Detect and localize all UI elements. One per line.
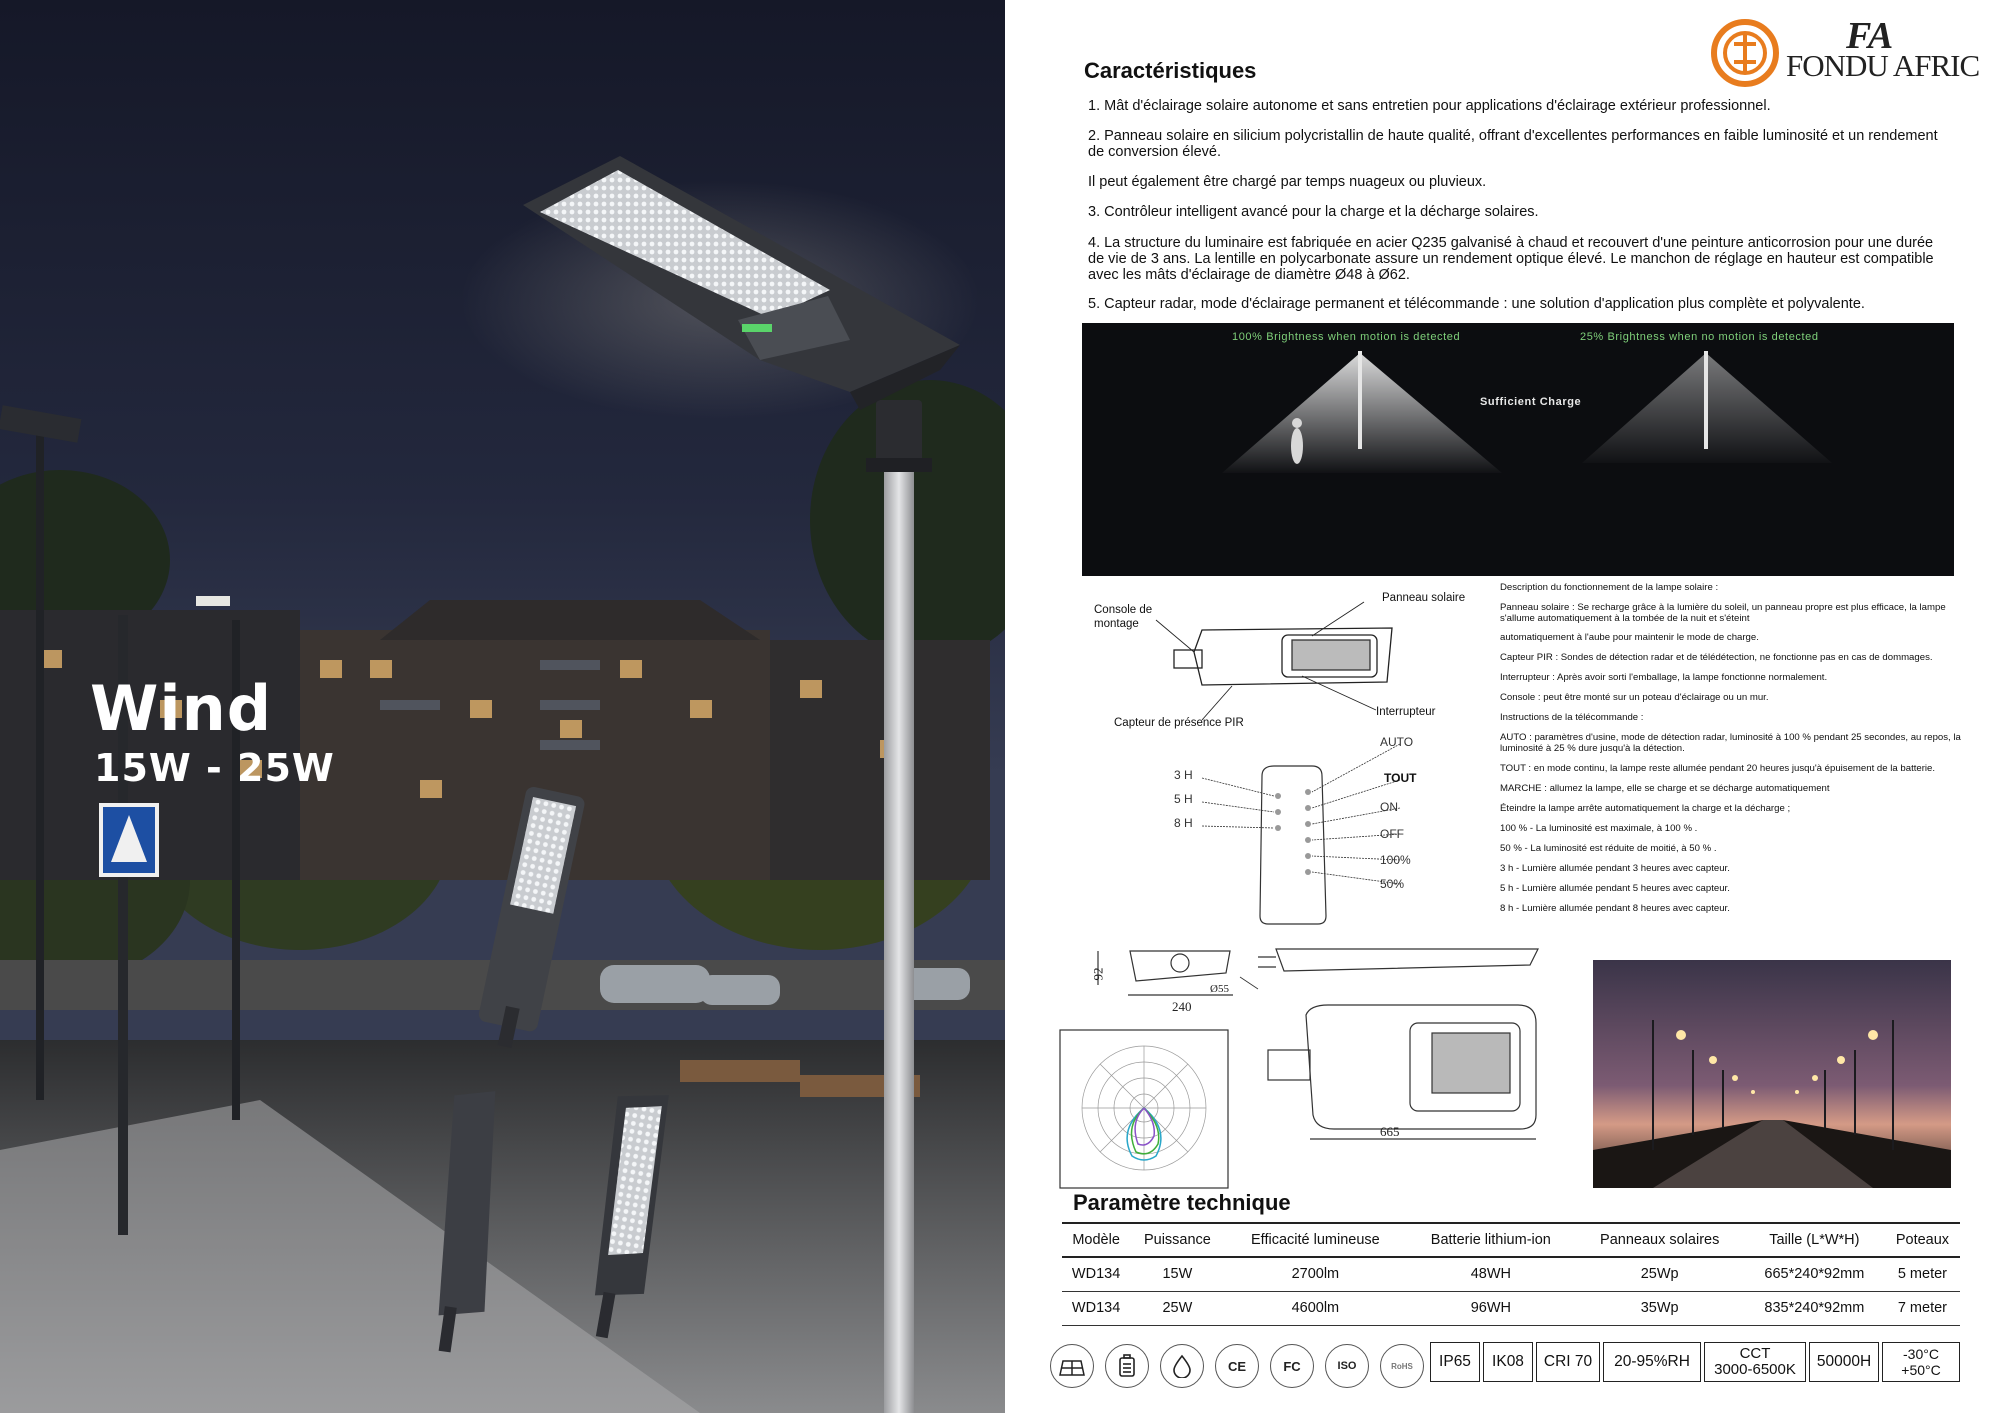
desc-line: 50 % - La luminosité est réduite de moitié, à 50 % .: [1500, 843, 1717, 854]
feature-item: Il peut également être chargé par temps nuageux ou pluvieux.: [1088, 174, 1487, 190]
table-cell: 665*240*92mm: [1744, 1257, 1885, 1291]
banner-caption-no-motion: 25% Brightness when no motion is detected: [1580, 331, 1819, 343]
label-pir: Capteur de présence PIR: [1114, 717, 1244, 729]
application-road-photo: [1593, 960, 1951, 1188]
remote-3h: 3 H: [1174, 768, 1193, 782]
brand-monogram: FA: [1846, 15, 1894, 57]
solar-panel-icon: [1050, 1344, 1094, 1388]
product-title: Wind: [90, 672, 273, 745]
dimension-drawing: [1058, 945, 1558, 1190]
person-icon: [1291, 428, 1303, 464]
ce-mark-icon: CE: [1215, 1344, 1259, 1388]
badge-ik08: IK08: [1483, 1342, 1533, 1382]
col-battery: Batterie lithium-ion: [1406, 1223, 1575, 1257]
motion-sensing-banner: [1082, 323, 1954, 576]
temp-high: +50°C: [1901, 1362, 1941, 1378]
remote-off: OFF: [1380, 827, 1404, 841]
desc-line: Interrupteur : Après avoir sorti l'emballage, la lampe fonctionne normalement.: [1500, 672, 1828, 683]
badge-temperature: [1882, 1342, 1960, 1382]
features-heading: Caractéristiques: [1084, 58, 1257, 83]
col-efficacy: Efficacité lumineuse: [1225, 1223, 1407, 1257]
battery-icon: [1105, 1344, 1149, 1388]
col-model: Modèle: [1062, 1223, 1130, 1257]
remote-100: 100%: [1380, 853, 1411, 867]
desc-line: automatiquement à l'aube pour maintenir le mode de charge.: [1500, 632, 1759, 643]
waterproof-icon: [1160, 1344, 1204, 1388]
desc-line: AUTO : paramètres d'usine, mode de détection radar, luminosité à 100 % pendant 25 secondes, au repos, la luminosité à 25 % dure jusqu'à la détection.: [1500, 732, 1961, 754]
desc-line: Panneau solaire : Se recharge grâce à la lumière du soleil, un panneau propre est plus efficace, la lampe s'allume automatiquement à la tombée de la nuit et s'éteint: [1500, 602, 1946, 624]
banner-caption-charge: Sufficient Charge: [1480, 396, 1582, 408]
dim-length: 665: [1380, 1124, 1400, 1139]
label-console-2: montage: [1094, 618, 1139, 630]
table-cell: WD134: [1062, 1257, 1130, 1291]
spec-table: [1062, 1222, 1960, 1326]
desc-line: 100 % - La luminosité est maximale, à 100 % .: [1500, 823, 1698, 834]
feature-item: 4. La structure du luminaire est fabriquée en acier Q235 galvanisé à chaud et recouvert d'une peinture anticorrosion pour une durée de vie de 3 ans. La lentille en polycarbonate assure un rendement optique élevé. Le manchon de réglage en hauteur est compatible avec les mâts d'éclairage de diamètre Ø48 à Ø62.: [1088, 235, 1934, 283]
col-power: Puissance: [1130, 1223, 1224, 1257]
remote-8h: 8 H: [1174, 816, 1193, 830]
fc-mark-icon: FC: [1270, 1344, 1314, 1388]
rohs-mark-icon: RoHS: [1380, 1344, 1424, 1388]
table-cell: 7 meter: [1885, 1291, 1960, 1325]
brand-name: FONDU AFRIC: [1786, 48, 1980, 83]
product-power-range: 15W - 25W: [94, 746, 335, 790]
table-cell: WD134: [1062, 1291, 1130, 1325]
table-cell: 96WH: [1406, 1291, 1575, 1325]
cct-label: CCT: [1739, 1345, 1771, 1362]
table-row: [1062, 1257, 1960, 1291]
table-cell: 2700lm: [1225, 1257, 1407, 1291]
badge-cri: CRI 70: [1536, 1342, 1600, 1382]
remote-tout: TOUT: [1384, 771, 1417, 785]
remote-50: 50%: [1380, 877, 1405, 891]
operation-description: [1500, 582, 1970, 923]
label-switch: Interrupteur: [1376, 706, 1436, 718]
table-cell: 25Wp: [1576, 1257, 1744, 1291]
table-cell: 35Wp: [1576, 1291, 1744, 1325]
remote-control-icon: [1202, 744, 1400, 924]
table-cell: 5 meter: [1885, 1257, 1960, 1291]
table-cell: 15W: [1130, 1257, 1224, 1291]
feature-item: 3. Contrôleur intelligent avancé pour la charge et la décharge solaires.: [1088, 204, 1539, 220]
desc-line: Éteindre la lampe arrête automatiquement la charge et la décharge ;: [1500, 803, 1791, 814]
feature-item: 1. Mât d'éclairage solaire autonome et sans entretien pour applications d'éclairage extérieur professionnel.: [1088, 98, 1771, 114]
cct-value: 3000-6500K: [1714, 1361, 1796, 1378]
light-distribution-polar-icon: [1060, 1030, 1228, 1188]
desc-line: MARCHE : allumez la lampe, elle se charge et se décharge automatiquement: [1500, 783, 1830, 794]
table-cell: 48WH: [1406, 1257, 1575, 1291]
table-cell: 4600lm: [1225, 1291, 1407, 1325]
remote-on: ON: [1380, 800, 1398, 814]
badge-lifetime: 50000H: [1809, 1342, 1879, 1382]
table-header-row: [1062, 1223, 1960, 1257]
remote-5h: 5 H: [1174, 792, 1193, 806]
table-cell: 25W: [1130, 1291, 1224, 1325]
col-size: Taille (L*W*H): [1744, 1223, 1885, 1257]
spec-heading: Paramètre technique: [1073, 1190, 1291, 1215]
label-solar-panel: Panneau solaire: [1382, 592, 1466, 604]
remote-auto: AUTO: [1380, 735, 1414, 749]
feature-item: 5. Capteur radar, mode d'éclairage permanent et télécommande : une solution d'application plus complète et polyvalente.: [1088, 296, 1865, 312]
desc-line: Capteur PIR : Sondes de détection radar et de télédétection, ne fonctionne pas en cas de dommages.: [1500, 652, 1933, 663]
dim-diameter: Ø55: [1210, 983, 1229, 995]
dim-width: 240: [1172, 999, 1192, 1014]
desc-line: TOUT : en mode continu, la lampe reste allumée pendant 20 heures jusqu'à épuisement de la batterie.: [1500, 763, 1936, 774]
badge-ip65: IP65: [1430, 1342, 1480, 1382]
desc-line: Console : peut être monté sur un poteau d'éclairage ou un mur.: [1500, 692, 1769, 703]
table-row: [1062, 1291, 1960, 1325]
badge-humidity: 20-95%RH: [1603, 1342, 1701, 1382]
badge-cct: [1704, 1342, 1806, 1382]
desc-line: Instructions de la télécommande :: [1500, 712, 1644, 723]
feature-item: 2. Panneau solaire en silicium polycristallin de haute qualité, offrant d'excellentes performances en faible luminosité et un rendement de conversion élevé.: [1088, 128, 1938, 160]
desc-line: 3 h - Lumière allumée pendant 3 heures avec capteur.: [1500, 863, 1730, 874]
component-diagram: [1082, 590, 1502, 930]
label-console-1: Console de: [1094, 604, 1153, 616]
col-pole: Poteaux: [1885, 1223, 1960, 1257]
desc-line: 8 h - Lumière allumée pendant 8 heures avec capteur.: [1500, 903, 1730, 914]
desc-line: 5 h - Lumière allumée pendant 5 heures avec capteur.: [1500, 883, 1730, 894]
banner-caption-motion: 100% Brightness when motion is detected: [1232, 331, 1461, 343]
table-cell: 835*240*92mm: [1744, 1291, 1885, 1325]
temp-low: -30°C: [1903, 1346, 1939, 1362]
dim-height: 92: [1090, 967, 1106, 981]
iso-mark-icon: ISO: [1325, 1344, 1369, 1388]
col-solar: Panneaux solaires: [1576, 1223, 1744, 1257]
desc-line: Description du fonctionnement de la lampe solaire :: [1500, 582, 1719, 593]
